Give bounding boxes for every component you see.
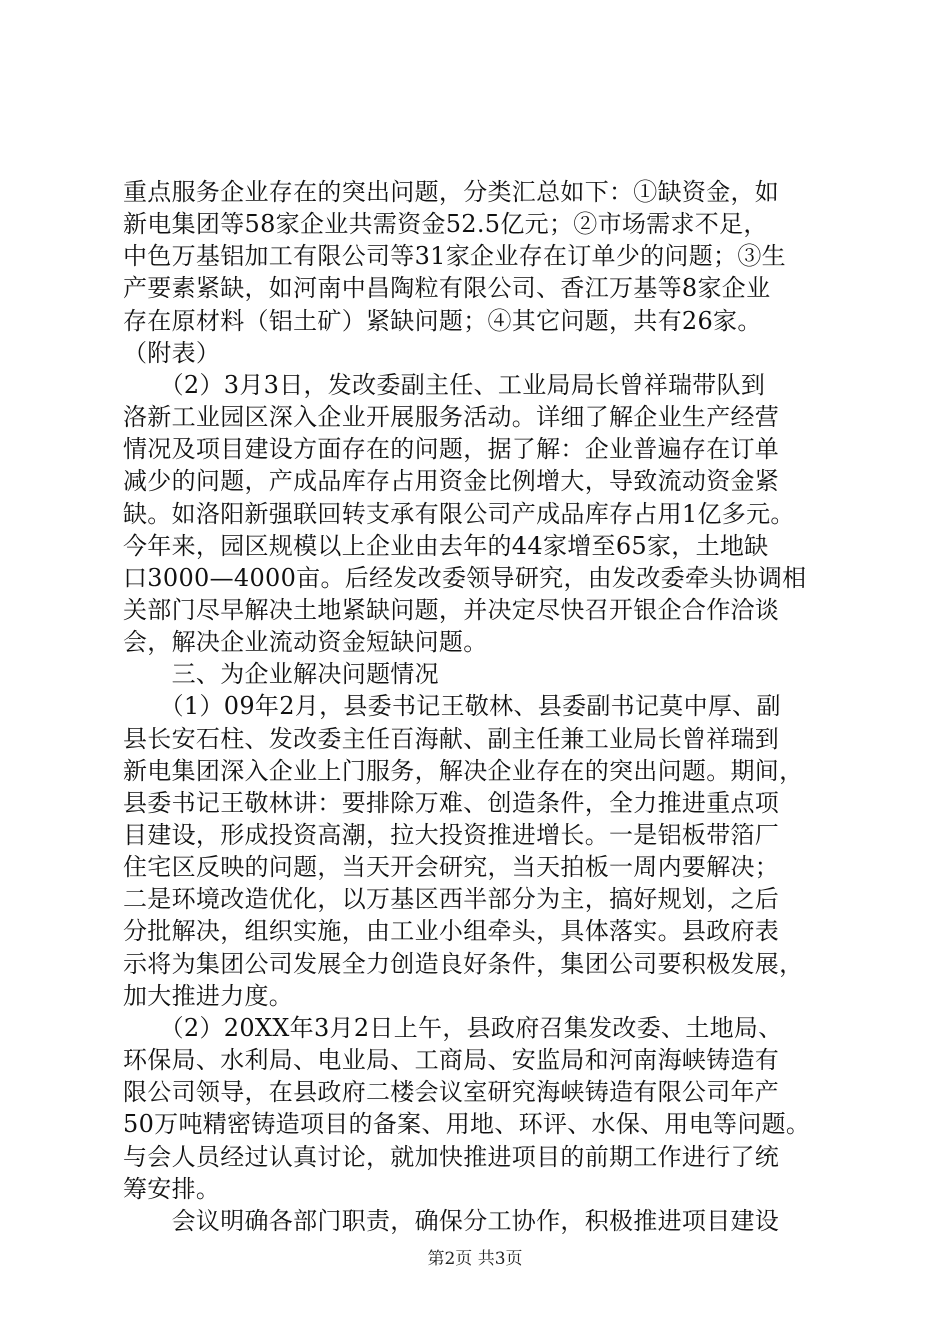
text-line: 三、为企业解决问题情况	[123, 660, 439, 689]
text-line: 情况及项目建设方面存在的问题，据了解：企业普遍存在订单	[123, 435, 780, 464]
text-line: （2）20XX年3月2日上午，县政府召集发改委、土地局、	[123, 1013, 783, 1042]
text-line: 筹安排。	[123, 1174, 221, 1203]
text-line: 缺。如洛阳新强联回转支承有限公司产成品库存占用1亿多元。	[123, 499, 795, 528]
text-line: 县委书记王敬林讲：要排除万难、创造条件，全力推进重点项	[123, 788, 780, 817]
text-line: 今年来，园区规模以上企业由去年的44家增至65家，土地缺	[123, 531, 769, 560]
text-line: 新电集团等58家企业共需资金52.5亿元；②市场需求不足，	[123, 210, 768, 239]
text-line: 目建设，形成投资高潮，拉大投资推进增长。一是铝板带箔厂	[123, 821, 780, 849]
text-line: 口3000—4000亩。后经发改委领导研究，由发改委牵头协调相	[123, 563, 807, 592]
text-line: 二是环境改造优化，以万基区西半部分为主，搞好规划，之后	[123, 885, 780, 914]
text-line: （2）3月3日，发改委副主任、工业局局长曾祥瑞带队到	[123, 370, 766, 399]
text-line: 环保局、水利局、电业局、工商局、安监局和河南海峡铸造有	[123, 1046, 780, 1075]
text-line: 县长安石柱、发改委主任百海献、副主任兼工业局长曾祥瑞到	[123, 724, 780, 753]
text-line: 限公司领导，在县政府二楼会议室研究海峡铸造有限公司年产	[123, 1078, 780, 1107]
text-line: 中色万基铝加工有限公司等31家企业存在订单少的问题；③生	[123, 242, 786, 271]
text-line: 会，解决企业流动资金短缺问题。	[123, 628, 488, 657]
text-line: 50万吨精密铸造项目的备案、用地、环评、水保、用电等问题。	[123, 1110, 811, 1139]
text-line: 重点服务企业存在的突出问题，分类汇总如下：①缺资金，如	[123, 178, 780, 206]
text-line: 会议明确各部门职责，确保分工协作，积极推进项目建设	[123, 1206, 780, 1235]
text-line: （1）09年2月，县委书记王敬林、县委副书记莫中厚、副	[123, 692, 781, 721]
text-line: 新电集团深入企业上门服务，解决企业存在的突出问题。期间，	[123, 756, 804, 785]
text-line: （附表）	[123, 338, 221, 367]
text-line: 与会人员经过认真讨论，就加快推进项目的前期工作进行了统	[123, 1142, 780, 1171]
text-line: 加大推进力度。	[123, 981, 294, 1010]
text-line: 存在原材料（铝土矿）紧缺问题；④其它问题，共有26家。	[123, 306, 762, 335]
text-line: 示将为集团公司发展全力创造良好条件，集团公司要积极发展，	[123, 949, 804, 978]
page-footer: 第2页 共3页	[427, 1249, 523, 1269]
text-line: 住宅区反映的问题，当天开会研究，当天拍板一周内要解决；	[123, 853, 780, 882]
text-line: 分批解决，组织实施，由工业小组牵头，具体落实。县政府表	[123, 917, 780, 946]
text-line: 产要素紧缺，如河南中昌陶粒有限公司、香江万基等8家企业	[123, 274, 771, 303]
text-line: 洛新工业园区深入企业开展服务活动。详细了解企业生产经营	[123, 403, 780, 432]
text-line: 关部门尽早解决土地紧缺问题，并决定尽快召开银企合作洽谈	[123, 595, 780, 624]
text-line: 减少的问题，产成品库存占用资金比例增大，导致流动资金紧	[123, 467, 780, 496]
